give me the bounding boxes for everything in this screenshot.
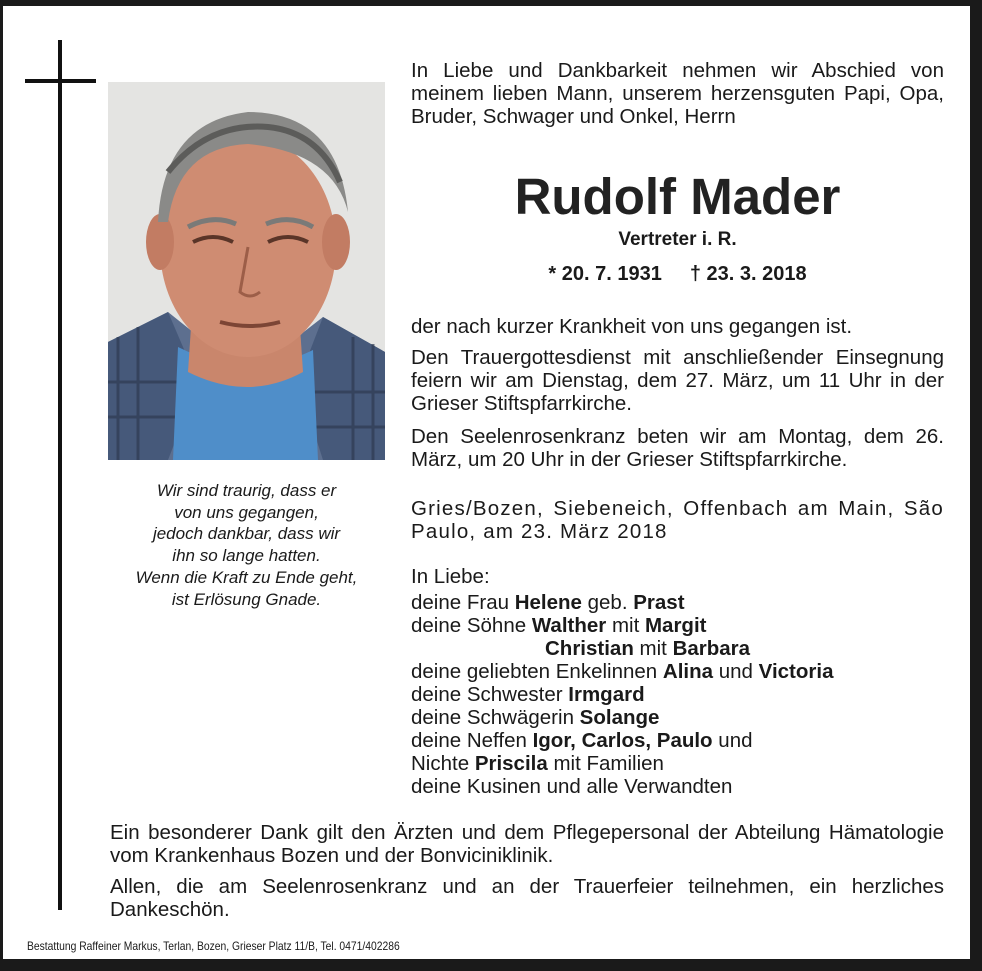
relative-text: mit Familien: [547, 752, 664, 775]
relative-line-wife: [411, 591, 833, 614]
cross-vertical-bar: [58, 40, 62, 910]
rosary-paragraph: Den Seelenrosenkranz beten wir am Montag, dem 26. März, um 20 Uhr in der Grieser Stiftspfarrkirche.: [411, 425, 944, 471]
poem-line: jedoch dankbar, dass wir: [152, 524, 341, 544]
poem: [108, 480, 385, 610]
relative-name: Alina: [662, 660, 714, 683]
relative-text: deine Söhne: [411, 614, 532, 637]
relative-text: und: [713, 660, 759, 683]
relative-name: Victoria: [758, 660, 834, 683]
poem-line: von uns gegangen,: [174, 502, 319, 522]
relative-name: Priscila: [474, 752, 548, 775]
occupation: Vertreter i. R.: [618, 229, 737, 250]
relative-name: Walther: [531, 614, 607, 637]
birth-date: * 20. 7. 1931: [548, 263, 662, 285]
poem-line: Wir sind traurig, dass er: [156, 481, 337, 500]
portrait-photo: [108, 82, 385, 460]
relative-name: Igor, Carlos, Paulo: [532, 729, 713, 752]
funeral-service-paragraph: Den Trauergottesdienst mit anschließender Einsegnung feiern wir am Dienstag, dem 27. März, um 11 Uhr in der Grieser Stiftspfarrkirche.: [411, 346, 944, 415]
relative-line-sons: [411, 614, 833, 637]
relative-line-niece: [411, 752, 833, 775]
life-dates: [411, 262, 944, 286]
cross-horizontal-bar: [25, 79, 96, 83]
relative-text: mit: [606, 614, 645, 637]
relative-name: Margit: [644, 614, 707, 637]
relative-name: Christian: [545, 637, 634, 660]
relative-line-nephews: [411, 729, 833, 752]
relatives-list: [411, 591, 833, 798]
thanks-paragraph-medical: Ein besonderer Dank gilt den Ärzten und dem Pflegepersonal der Abteilung Hämatologie vom Krankenhaus Bozen und der Bonviciniklinik.: [110, 821, 944, 867]
relative-name: Irmgard: [568, 683, 645, 706]
place-and-date: Gries/Bozen, Siebeneich, Offenbach am Main, São Paulo, am 23. März 2018: [411, 497, 944, 543]
thanks-paragraph-attendees: Allen, die am Seelenrosenkranz und an der Trauerfeier teilnehmen, ein herzliches Dankeschön.: [110, 875, 944, 921]
relative-text: mit: [633, 637, 673, 660]
relative-text: und: [712, 729, 753, 752]
poem-line: Wenn die Kraft zu Ende geht,: [135, 567, 358, 587]
relative-text: deine Schwester: [411, 683, 569, 706]
relative-name: Helene: [514, 591, 582, 614]
relative-line-sister-in-law: [411, 706, 833, 729]
relative-text: deine Frau: [411, 591, 515, 614]
in-liebe-heading: In Liebe:: [411, 565, 490, 588]
relative-text: deine Neffen: [411, 729, 533, 752]
relative-text: deine geliebten Enkelinnen: [411, 660, 663, 683]
relative-text: geb.: [581, 591, 634, 614]
relative-line-grandchildren: [411, 660, 833, 683]
relative-line-son2: [411, 637, 833, 660]
relative-name: Barbara: [672, 637, 751, 660]
relative-text: deine Schwägerin: [411, 706, 580, 729]
relative-name: Solange: [579, 706, 660, 729]
relative-name: Prast: [633, 591, 685, 614]
relative-text: Nichte: [411, 752, 475, 775]
deceased-name: Rudolf Mader: [514, 168, 841, 225]
poem-line: ihn so lange hatten.: [172, 546, 321, 566]
intro-paragraph: In Liebe und Dankbarkeit nehmen wir Abschied von meinem lieben Mann, unserem herzensguten Papi, Opa, Bruder, Schwager und Onkel, Herrn: [411, 59, 944, 128]
relative-line-cousins: deine Kusinen und alle Verwandten: [411, 775, 733, 798]
death-date: † 23. 3. 2018: [689, 263, 807, 285]
passing-paragraph: der nach kurzer Krankheit von uns gegangen ist.: [411, 315, 853, 338]
poem-line: ist Erlösung Gnade.: [171, 589, 322, 609]
funeral-home-footer: Bestattung Raffeiner Markus, Terlan, Bozen, Grieser Platz 11/B, Tel. 0471/402286: [27, 939, 400, 953]
relative-line-sister: [411, 683, 833, 706]
